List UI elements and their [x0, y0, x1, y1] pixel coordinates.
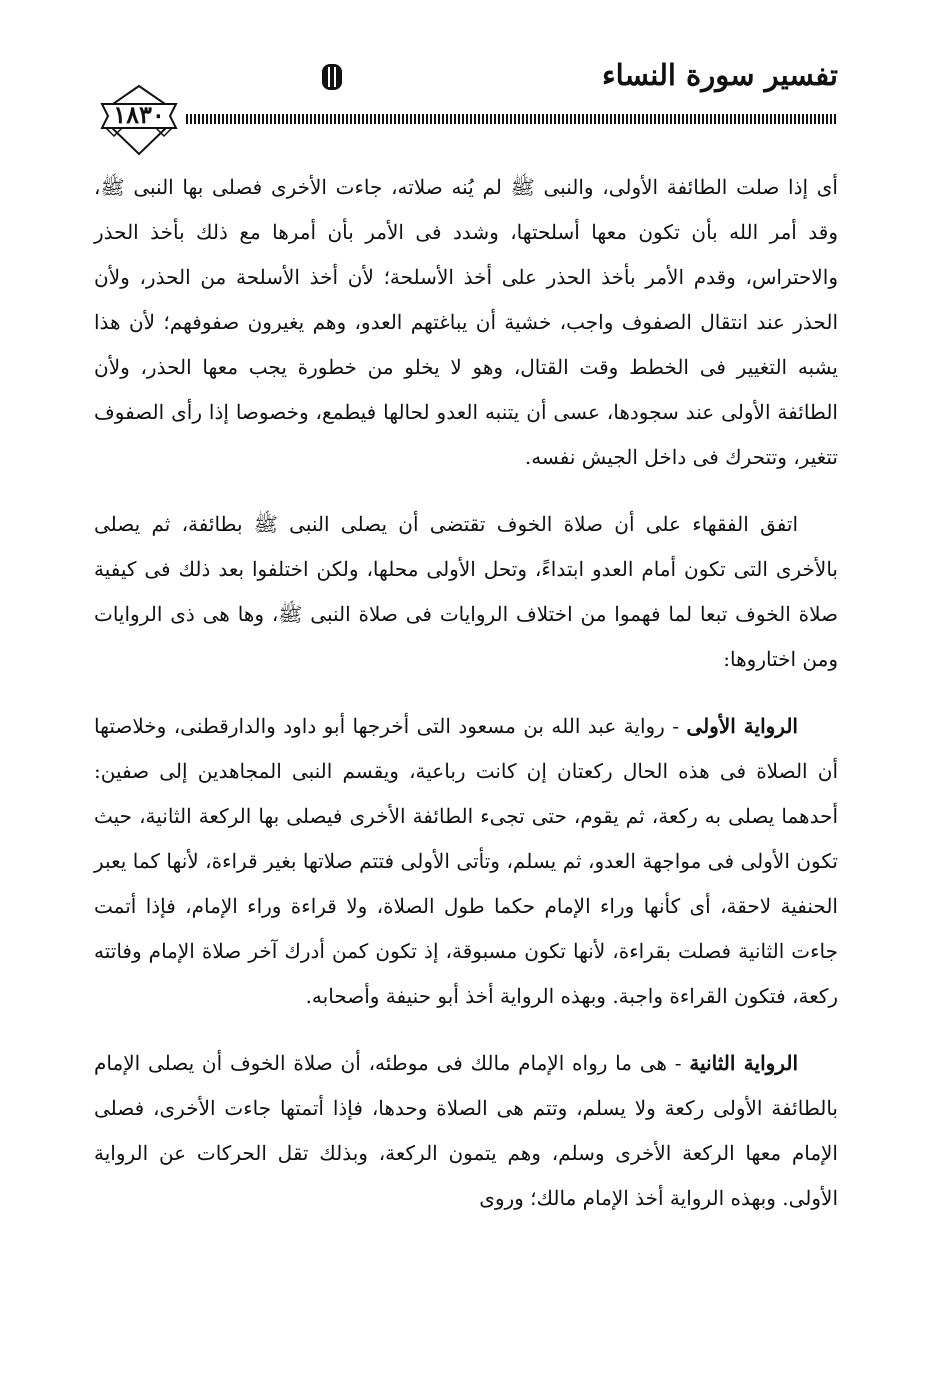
ornament-icon: [322, 64, 342, 90]
book-title: تفسير سورة النساء: [601, 58, 838, 92]
paragraph-text: - رواية عبد الله بن مسعود التى أخرجها أبو داود والدارقطنى، وخلاصتها أن الصلاة فى هذه الحال ركعتان إن كانت رباعية، ويقسم النبى المجاهدين إلى صفين: أحدهما يصلى به ركعة، ثم يقوم، حتى تجىء الطائفة الأخرى فيصلى بها الركعة الثانية، حيث تكون الأولى فى مواجهة العدو، ثم يسلم، وتأتى الأولى فتتم صلاتها بغير قراءة، لأنها كما يعبر الحنفية لاحقة، أى كأنها وراء الإمام حكما طول الصلاة، ولا قراءة وراء الإمام، فإذا أتمت جاءت الثانية فصلت بقراءة، لأنها تكون مسبوقة، إذ تكون كمن أدرك آخر صلاة الإمام وفاتته ركعة، فتكون القراءة واجبة. وبهذه الرواية أخذ أبو حنيفة وأصحابه.: [94, 714, 838, 1008]
paragraph-text: أى إذا صلت الطائفة الأولى، والنبى ﷺ لم يُنه صلاته، جاءت الأخرى فصلى بها النبى ﷺ، وقد أمر الله بأن تكون معها أسلحتها، وشدد فى الأمر بأن أمرها مع ذلك بأخذ الحذر والاحتراس، وقدم الأمر بأخذ الحذر على أخذ الأسلحة؛ لأن أخذ الأسلحة من الحذر، ولأن الحذر عند انتقال الصفوف واجب، خشية أن يباغتهم العدو، وهم يغيرون صفوفهم؛ لأن هذا يشبه التغيير فى الخطط وقت القتال، وهو لا يخلو من خطورة يجب معها الحذر، ولأن الطائفة الأولى عند سجودها، عسى أن يتنبه العدو لحالها فيطمع، وخصوصا إذا رأى الصفوف تتغير، وتتحرك فى داخل الجيش نفسه.: [94, 175, 838, 469]
page-header: [96, 58, 838, 102]
paragraph: [94, 1041, 838, 1221]
paragraph: [94, 165, 838, 480]
page-body: [94, 165, 838, 1243]
paragraph-text: اتفق الفقهاء على أن صلاة الخوف تقتضى أن يصلى النبى ﷺ بطائفة، ثم يصلى بالأخرى التى تكون أمام العدو ابتداءً، وتحل الأولى محلها، ولكن اختلفوا بعد ذلك فى كيفية صلاة الخوف تبعا لما فهموا من اختلاف الروايات فى صلاة النبى ﷺ، وها هى ذى الروايات ومن اختاروها:: [94, 512, 838, 671]
header-divider: [186, 114, 838, 124]
page-number: ١٨٣٠: [113, 100, 165, 129]
paragraph-text: - هى ما رواه الإمام مالك فى موطئه، أن صلاة الخوف أن يصلى الإمام بالطائفة الأولى ركعة ولا يسلم، وتتم هى الصلاة وحدها، فإذا أتمتها جاءت الأخرى، فصلى الإمام معها الركعة الأخرى وسلم، وهم يتمون الركعة، وبذلك تقل الحركات عن الرواية الأولى. وبهذه الرواية أخذ الإمام مالك؛ وروى: [94, 1051, 838, 1210]
page-number-badge: [96, 80, 182, 158]
paragraph-lead: الرواية الأولى: [686, 714, 798, 738]
paragraph: [94, 502, 838, 682]
paragraph-lead: الرواية الثانية: [689, 1051, 798, 1075]
paragraph: [94, 704, 838, 1019]
